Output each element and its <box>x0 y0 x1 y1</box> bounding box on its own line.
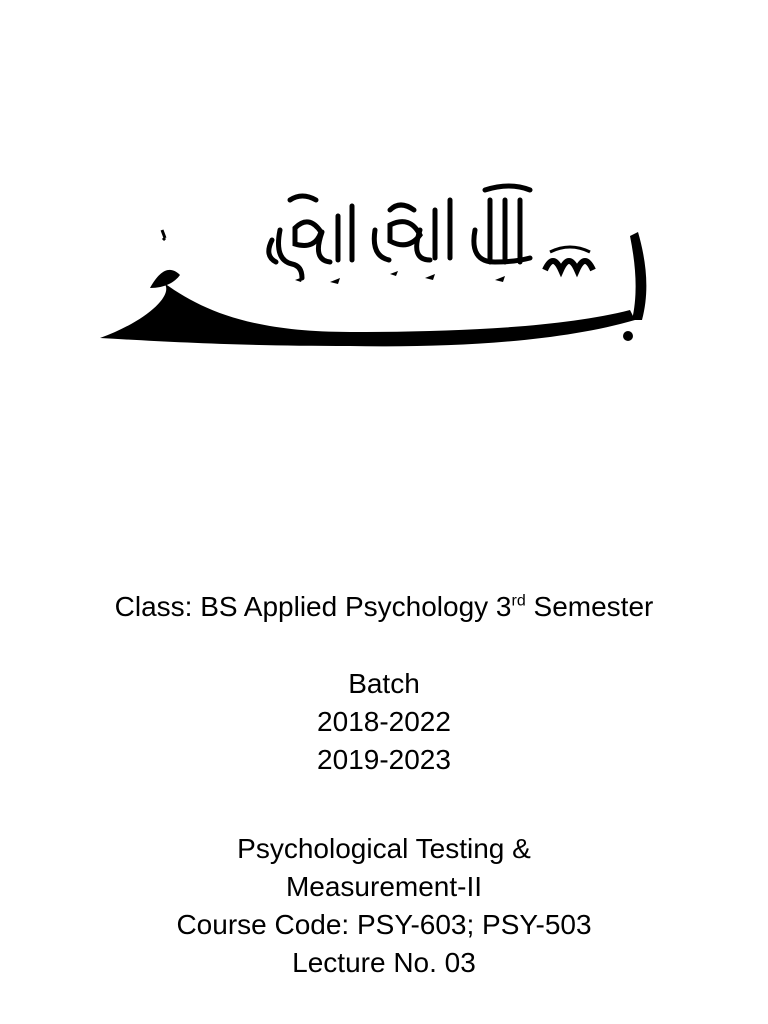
batch-label: Batch <box>348 668 420 699</box>
bismillah-calligraphy-icon <box>90 170 670 360</box>
course-title-line-1: Psychological Testing & <box>237 833 531 864</box>
course-code: Course Code: PSY-603; PSY-503 <box>176 909 592 940</box>
lecture-number: Lecture No. 03 <box>292 947 476 978</box>
course-section <box>0 830 768 982</box>
batch-year-1: 2018-2022 <box>317 706 451 737</box>
batch-section <box>0 665 768 779</box>
class-heading <box>0 588 768 626</box>
class-prefix: Class: BS Applied Psychology 3 <box>114 591 512 622</box>
class-superscript: rd <box>511 592 526 610</box>
batch-year-2: 2019-2023 <box>317 744 451 775</box>
class-suffix: Semester <box>525 591 654 622</box>
course-title-line-2: Measurement-II <box>285 871 483 902</box>
